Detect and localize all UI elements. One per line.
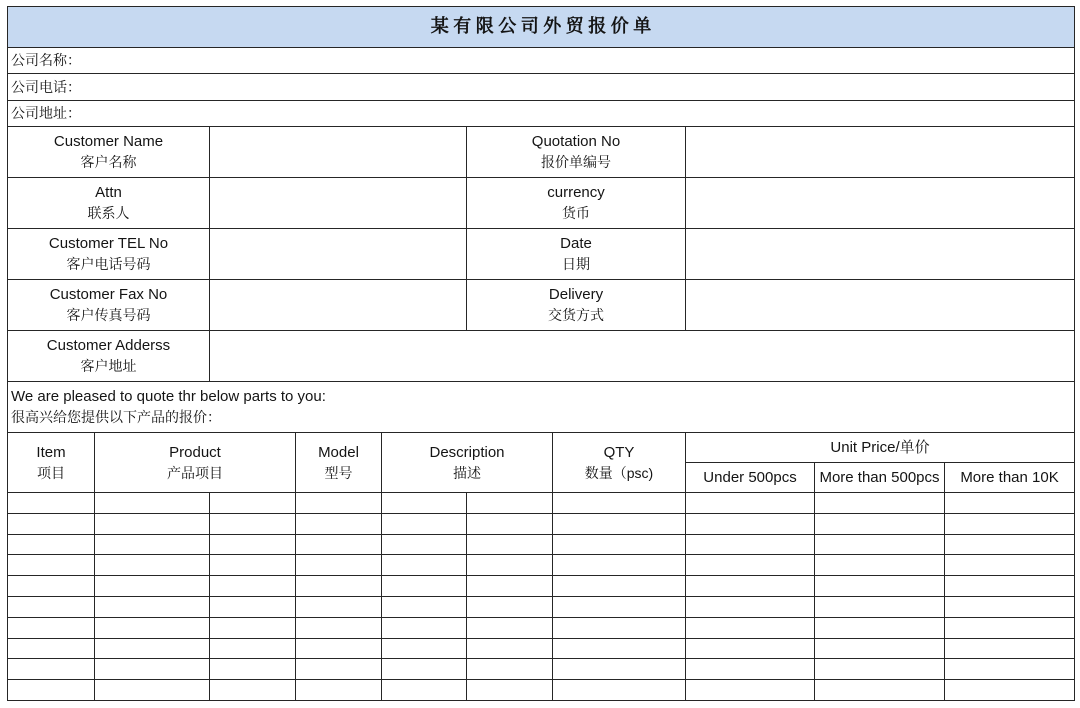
description-cell[interactable]: [382, 576, 467, 597]
price-over-500-cell[interactable]: [815, 576, 945, 597]
customer-name-input[interactable]: [210, 127, 467, 178]
product-cell[interactable]: [95, 493, 210, 514]
description-sub-cell[interactable]: [467, 576, 553, 597]
price-over-10k-cell[interactable]: [945, 576, 1075, 597]
header-item-cn: 项目: [37, 464, 65, 481]
item-cell[interactable]: [8, 659, 95, 680]
customer-name-label-en: Customer Name: [53, 133, 164, 150]
price-under-500-cell[interactable]: [686, 638, 815, 659]
price-over-500-cell[interactable]: [815, 596, 945, 617]
price-over-500-cell[interactable]: [815, 617, 945, 638]
price-over-500-cell[interactable]: [815, 638, 945, 659]
company-address-field[interactable]: [8, 101, 1075, 127]
title-cell: [8, 7, 1075, 48]
qty-cell[interactable]: [553, 513, 686, 534]
currency-label-cn: 货币: [562, 205, 590, 221]
qty-cell[interactable]: [553, 555, 686, 576]
model-cell[interactable]: [296, 513, 382, 534]
price-under-500-cell[interactable]: [686, 659, 815, 680]
product-sub-cell[interactable]: [210, 659, 296, 680]
header-price-over-500: More than 500pcs: [815, 463, 945, 493]
description-cell[interactable]: [382, 534, 467, 555]
qty-cell[interactable]: [553, 534, 686, 555]
item-cell[interactable]: [8, 513, 95, 534]
attn-label: [8, 178, 210, 229]
company-address-label: 公司地址：: [11, 105, 81, 121]
model-cell[interactable]: [296, 493, 382, 514]
date-label: [467, 229, 686, 280]
quotation-no-input[interactable]: [686, 127, 1075, 178]
description-sub-cell[interactable]: [467, 659, 553, 680]
header-price-over-10k: More than 10K: [945, 463, 1075, 493]
header-product-en: Product: [169, 443, 221, 461]
customer-address-input[interactable]: [210, 331, 1075, 382]
description-cell[interactable]: [382, 513, 467, 534]
product-cell[interactable]: [95, 617, 210, 638]
attn-input[interactable]: [210, 178, 467, 229]
delivery-input[interactable]: [686, 280, 1075, 331]
qty-cell[interactable]: [553, 596, 686, 617]
product-sub-cell[interactable]: [210, 596, 296, 617]
date-label-cn: 日期: [562, 256, 590, 272]
product-sub-cell[interactable]: [210, 638, 296, 659]
description-cell[interactable]: [382, 617, 467, 638]
price-under-500-cell[interactable]: [686, 576, 815, 597]
item-cell[interactable]: [8, 680, 95, 701]
qty-cell[interactable]: [553, 680, 686, 701]
currency-label: [467, 178, 686, 229]
header-description-en: Description: [429, 443, 505, 461]
item-cell[interactable]: [8, 596, 95, 617]
header-description: [382, 433, 553, 493]
date-input[interactable]: [686, 229, 1075, 280]
intro-text-cn: 很高兴给您提供以下产品的报价：: [11, 409, 221, 425]
product-cell[interactable]: [95, 555, 210, 576]
product-cell[interactable]: [95, 576, 210, 597]
qty-cell[interactable]: [553, 493, 686, 514]
description-cell[interactable]: [382, 493, 467, 514]
quotation-no-label-cn: 报价单编号: [541, 154, 611, 170]
model-cell[interactable]: [296, 576, 382, 597]
customer-fax-label: [8, 280, 210, 331]
item-cell[interactable]: [8, 638, 95, 659]
header-model-cn: 型号: [324, 464, 353, 481]
price-over-10k-cell[interactable]: [945, 617, 1075, 638]
price-over-500-cell[interactable]: [815, 659, 945, 680]
description-cell[interactable]: [382, 638, 467, 659]
product-sub-cell[interactable]: [210, 680, 296, 701]
intro-row: [8, 382, 1075, 433]
price-under-500-cell[interactable]: [686, 555, 815, 576]
price-over-500-cell[interactable]: [815, 555, 945, 576]
customer-tel-label: [8, 229, 210, 280]
currency-label-en: currency: [547, 184, 605, 201]
customer-tel-input[interactable]: [210, 229, 467, 280]
date-label-en: Date: [560, 235, 592, 252]
item-cell[interactable]: [8, 534, 95, 555]
sheet-title: 某有限公司外贸报价单: [430, 16, 656, 36]
company-phone-field[interactable]: [8, 74, 1075, 101]
customer-fax-input[interactable]: [210, 280, 467, 331]
product-cell[interactable]: [95, 513, 210, 534]
product-sub-cell[interactable]: [210, 534, 296, 555]
price-over-500-cell[interactable]: [815, 513, 945, 534]
customer-address-label: [8, 331, 210, 382]
price-over-10k-cell[interactable]: [945, 638, 1075, 659]
customer-name-label: [8, 127, 210, 178]
description-sub-cell[interactable]: [467, 638, 553, 659]
customer-fax-label-en: Customer Fax No: [49, 286, 168, 303]
price-under-500-cell[interactable]: [686, 617, 815, 638]
table-row: [8, 493, 1075, 514]
quotation-sheet: [7, 6, 1075, 701]
table-row: [8, 617, 1075, 638]
company-address-row: [8, 101, 1075, 127]
model-cell[interactable]: [296, 659, 382, 680]
price-over-10k-cell[interactable]: [945, 534, 1075, 555]
header-unit-price: Unit Price/单价: [686, 433, 1075, 463]
item-cell[interactable]: [8, 493, 95, 514]
product-sub-cell[interactable]: [210, 493, 296, 514]
price-under-500-cell[interactable]: [686, 596, 815, 617]
table-row: [8, 576, 1075, 597]
table-row: [8, 534, 1075, 555]
header-model: [296, 433, 382, 493]
table-row: [8, 596, 1075, 617]
description-sub-cell[interactable]: [467, 513, 553, 534]
info-row: [8, 331, 1075, 382]
intro-cell: [8, 382, 1075, 433]
price-over-10k-cell[interactable]: [945, 555, 1075, 576]
table-row: [8, 513, 1075, 534]
company-name-label: 公司名称：: [11, 52, 81, 68]
header-qty-cn: 数量（psc): [584, 464, 654, 481]
header-price-under-500: Under 500pcs: [686, 463, 815, 493]
customer-address-label-cn: 客户地址: [80, 358, 137, 374]
delivery-label: [467, 280, 686, 331]
model-cell[interactable]: [296, 638, 382, 659]
price-under-500-cell[interactable]: [686, 513, 815, 534]
delivery-label-cn: 交货方式: [548, 307, 604, 323]
price-over-500-cell[interactable]: [815, 680, 945, 701]
model-cell[interactable]: [296, 617, 382, 638]
description-sub-cell[interactable]: [467, 555, 553, 576]
qty-cell[interactable]: [553, 576, 686, 597]
product-sub-cell[interactable]: [210, 617, 296, 638]
description-cell[interactable]: [382, 659, 467, 680]
company-name-field[interactable]: [8, 48, 1075, 74]
customer-tel-label-en: Customer TEL No: [48, 235, 169, 252]
quotation-no-label-en: Quotation No: [531, 133, 621, 150]
product-cell[interactable]: [95, 638, 210, 659]
currency-input[interactable]: [686, 178, 1075, 229]
header-item: [8, 433, 95, 493]
table-header-row: [8, 433, 1075, 463]
customer-fax-label-cn: 客户传真号码: [66, 307, 151, 323]
header-product-cn: 产品项目: [167, 464, 223, 481]
item-cell[interactable]: [8, 576, 95, 597]
company-phone-row: [8, 74, 1075, 101]
model-cell[interactable]: [296, 555, 382, 576]
price-over-10k-cell[interactable]: [945, 659, 1075, 680]
item-cell[interactable]: [8, 617, 95, 638]
item-cell[interactable]: [8, 555, 95, 576]
header-qty: [553, 433, 686, 493]
table-row: [8, 659, 1075, 680]
model-cell[interactable]: [296, 680, 382, 701]
qty-cell[interactable]: [553, 617, 686, 638]
product-cell[interactable]: [95, 534, 210, 555]
qty-cell[interactable]: [553, 638, 686, 659]
description-cell[interactable]: [382, 596, 467, 617]
price-over-10k-cell[interactable]: [945, 513, 1075, 534]
product-cell[interactable]: [95, 659, 210, 680]
product-sub-cell[interactable]: [210, 555, 296, 576]
product-sub-cell[interactable]: [210, 513, 296, 534]
description-sub-cell[interactable]: [467, 617, 553, 638]
header-model-en: Model: [318, 443, 359, 461]
attn-label-en: Attn: [95, 184, 122, 201]
price-over-10k-cell[interactable]: [945, 680, 1075, 701]
product-sub-cell[interactable]: [210, 576, 296, 597]
intro-text-en: We are pleased to quote thr below parts to you:: [11, 388, 326, 405]
description-sub-cell[interactable]: [467, 596, 553, 617]
qty-cell[interactable]: [553, 659, 686, 680]
description-cell[interactable]: [382, 680, 467, 701]
description-cell[interactable]: [382, 555, 467, 576]
info-row: [8, 127, 1075, 178]
info-row: [8, 229, 1075, 280]
description-sub-cell[interactable]: [467, 680, 553, 701]
price-over-500-cell[interactable]: [815, 534, 945, 555]
price-under-500-cell[interactable]: [686, 493, 815, 514]
attn-label-cn: 联系人: [87, 205, 130, 221]
price-over-10k-cell[interactable]: [945, 493, 1075, 514]
price-under-500-cell[interactable]: [686, 680, 815, 701]
table-row: [8, 555, 1075, 576]
description-sub-cell[interactable]: [467, 534, 553, 555]
price-over-500-cell[interactable]: [815, 493, 945, 514]
company-phone-label: 公司电话：: [11, 78, 81, 95]
header-item-en: Item: [36, 443, 66, 461]
header-description-cn: 描述: [453, 464, 481, 481]
product-cell[interactable]: [95, 596, 210, 617]
model-cell[interactable]: [296, 534, 382, 555]
price-under-500-cell[interactable]: [686, 534, 815, 555]
delivery-label-en: Delivery: [548, 286, 604, 303]
customer-name-label-cn: 客户名称: [80, 154, 137, 170]
info-row: [8, 178, 1075, 229]
model-cell[interactable]: [296, 596, 382, 617]
title-row: [8, 7, 1075, 48]
info-row: [8, 280, 1075, 331]
product-cell[interactable]: [95, 680, 210, 701]
customer-tel-label-cn: 客户电话号码: [66, 256, 151, 272]
table-row: [8, 638, 1075, 659]
header-product: [95, 433, 296, 493]
price-over-10k-cell[interactable]: [945, 596, 1075, 617]
description-sub-cell[interactable]: [467, 493, 553, 514]
quotation-no-label: [467, 127, 686, 178]
header-qty-en: QTY: [603, 443, 635, 461]
customer-address-label-en: Customer Adderss: [46, 337, 171, 354]
table-row: [8, 680, 1075, 701]
company-name-row: [8, 48, 1075, 74]
